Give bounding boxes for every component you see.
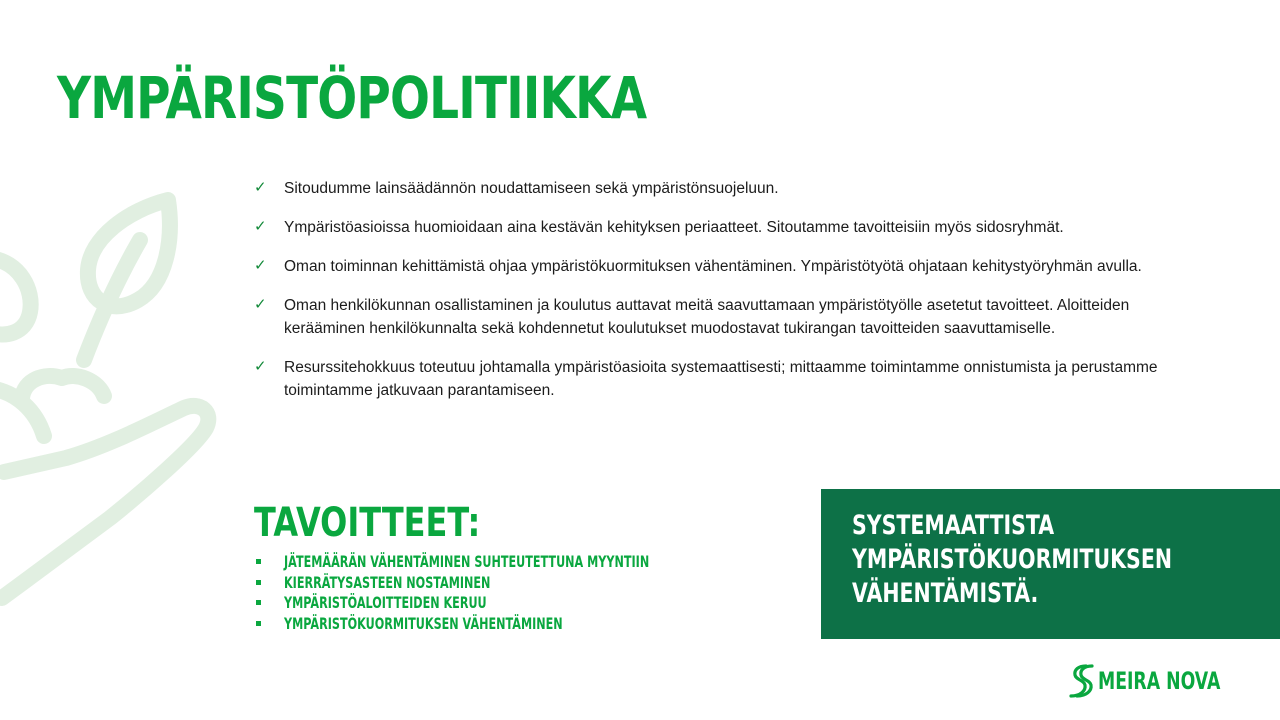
bullet-text: Sitoudumme lainsäädännön noudattamiseen sekä ympäristönsuojeluun. xyxy=(284,180,779,197)
goal-text: JÄTEMÄÄRÄN VÄHENTÄMINEN SUHTEUTETTUNA MYYNTIIN xyxy=(284,552,650,571)
goal-text: KIERRÄTYSASTEEN NOSTAMINEN xyxy=(284,572,491,592)
slide-title: YMPÄRISTÖPOLITIIKKA xyxy=(57,64,647,132)
list-item xyxy=(254,255,1194,278)
logo-wordmark: MEIRA NOVA xyxy=(1098,667,1221,695)
callout-text: SYSTEMAATTISTA YMPÄRISTÖKUORMITUKSEN VÄHENTÄMISTÄ. xyxy=(852,510,1173,609)
square-bullet-icon xyxy=(256,559,261,564)
square-bullet-icon xyxy=(256,600,261,605)
check-icon: ✓ xyxy=(254,178,267,196)
goal-text: YMPÄRISTÖALOITTEIDEN KERUU xyxy=(284,593,487,612)
check-icon: ✓ xyxy=(254,217,267,235)
check-icon: ✓ xyxy=(254,357,267,375)
goal-text: YMPÄRISTÖKUORMITUKSEN VÄHENTÄMINEN xyxy=(284,613,563,633)
square-bullet-icon xyxy=(256,580,261,585)
list-item xyxy=(254,177,1194,200)
list-item xyxy=(254,356,1194,402)
callout-box xyxy=(821,489,1280,639)
check-icon: ✓ xyxy=(254,295,267,313)
bullet-text: Resurssitehokkuus toteutuu johtamalla ympäristöasioita systemaattisesti; mittaamme toimintamme onnistumista ja perustamme toimintamme jatkuvaan parantamiseen. xyxy=(284,359,1158,399)
list-item xyxy=(254,216,1194,239)
bullet-text: Oman toiminnan kehittämistä ohjaa ympäristökuormituksen vähentäminen. Ympäristötyötä ohjataan kehitystyöryhmän avulla. xyxy=(284,258,1142,275)
check-icon: ✓ xyxy=(254,256,267,274)
bullet-text: Ympäristöasioissa huomioidaan aina kestävän kehityksen periaatteet. Sitoutamme tavoitteisiin myös sidosryhmät. xyxy=(284,219,1064,236)
policy-bullet-list xyxy=(254,177,1194,418)
hand-holding-plant-icon xyxy=(0,180,240,620)
goals-heading: TAVOITTEET: xyxy=(254,500,481,546)
list-item xyxy=(254,294,1194,340)
square-bullet-icon xyxy=(256,621,261,626)
bullet-text: Oman henkilökunnan osallistaminen ja koulutus auttavat meitä saavuttamaan ympäristötyölle asetetut tavoitteet. Aloitteiden kerääminen henkilökunnalta sekä kohdennetut koulutukset muodostavat tukirangan tavoitteiden saavuttamiselle. xyxy=(284,297,1130,337)
meira-nova-s-logo-icon xyxy=(1066,663,1094,700)
company-logo xyxy=(1066,663,1226,703)
